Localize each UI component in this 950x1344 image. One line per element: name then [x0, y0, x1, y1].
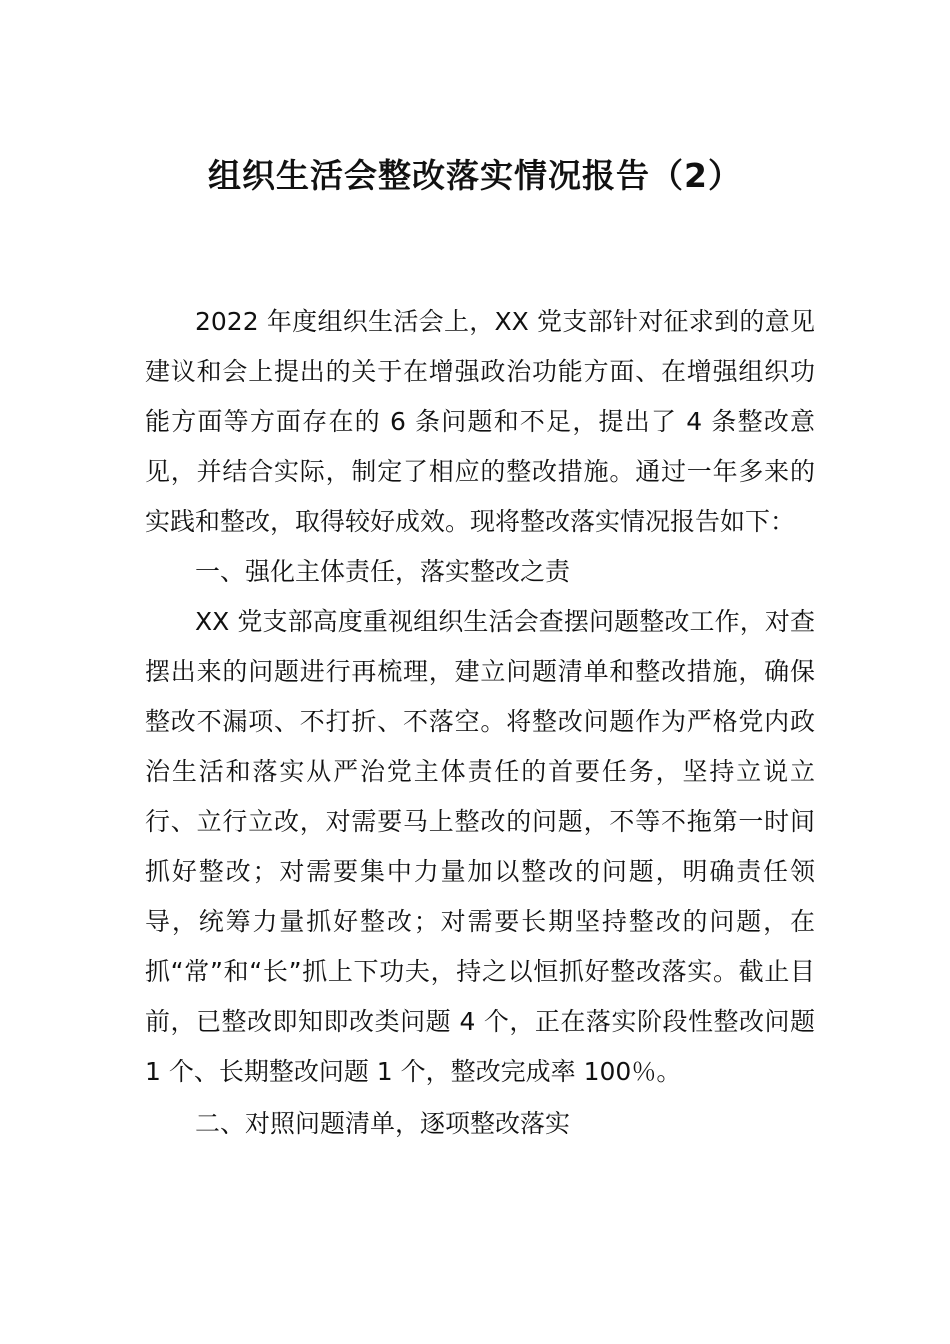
section-heading-1: 一、强化主体责任，落实整改之责 [195, 557, 571, 586]
section-1-paragraph: XX 党支部高度重视组织生活会查摆问题整改工作，对查摆出来的问题进行再梳理，建立问题清单和整改措施，确保整改不漏项、不打折、不落空。将整改问题作为严格党内政治生活和落实从严治党主体责任的首要任务，坚持立说立行、立行立改，对需要马上整改的问题，不等不拖第一时间抓好整改；对需要集中力量加以整改的问题，明确责任领导，统筹力量抓好整改；对需要长期坚持整改的问题，在抓“常”和“长”抓上下功夫，持之以恒抓好整改落实。截止目前，已整改即知即改类问题 4 个，正在落实阶段性整改问题 1 个、长期整改问题 1 个，整改完成率 100％。 [145, 607, 815, 1086]
document-body [145, 297, 815, 1149]
section-heading-2: 二、对照问题清单，逐项整改落实 [195, 1109, 571, 1138]
intro-paragraph: 2022 年度组织生活会上，XX 党支部针对征求到的意见建议和会上提出的关于在增强政治功能方面、在增强组织功能方面等方面存在的 6 条问题和不足，提出了 4 条整改意见，并结合实际，制定了相应的整改措施。通过一年多来的实践和整改，取得较好成效。现将整改落实情况报告如下： [145, 307, 815, 536]
document-title: 组织生活会整改落实情况报告（2） [208, 156, 742, 195]
